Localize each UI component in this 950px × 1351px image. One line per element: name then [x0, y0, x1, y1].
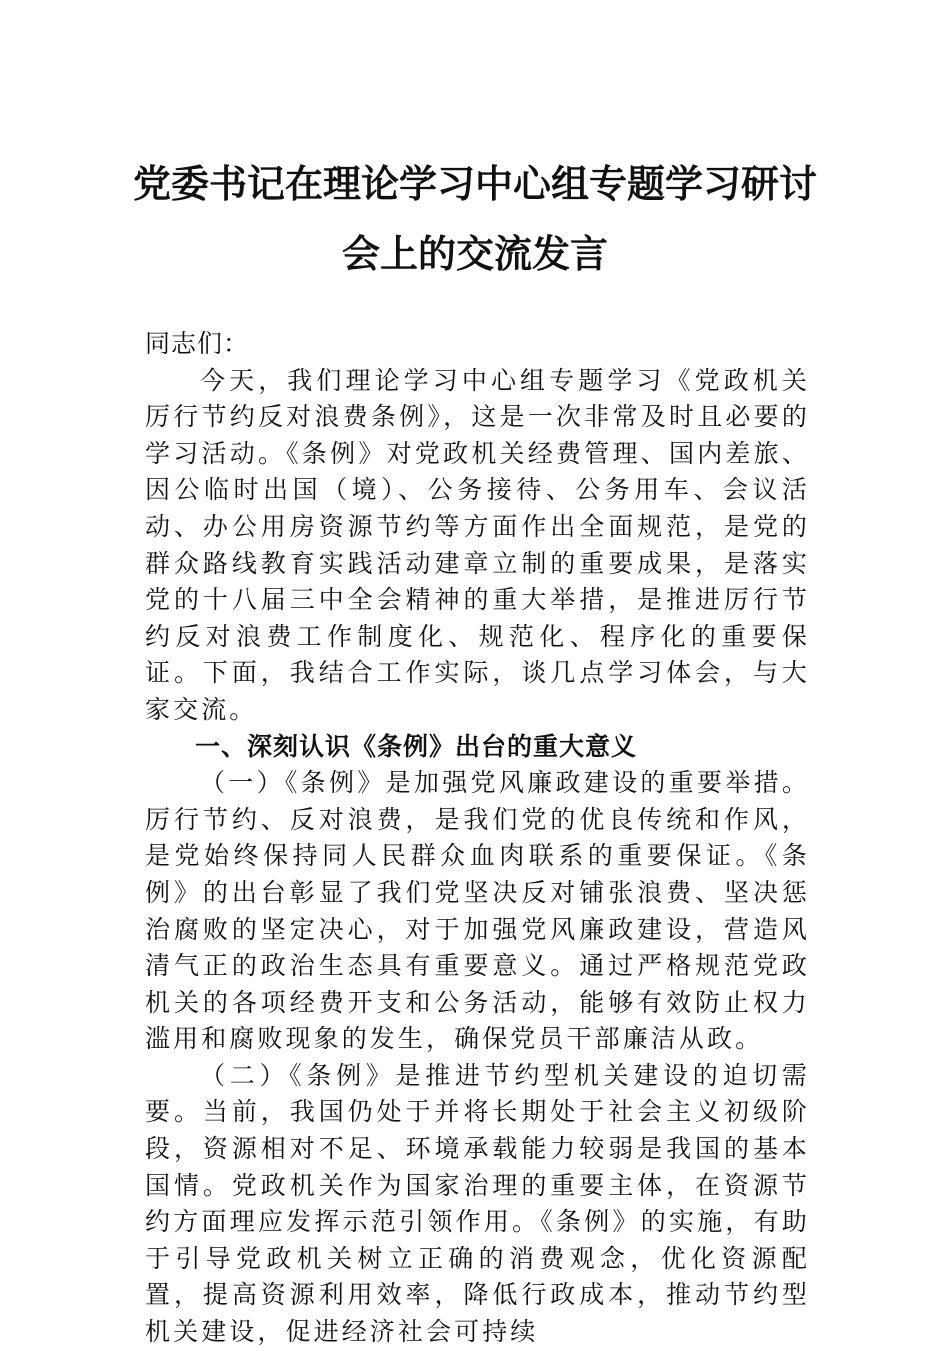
intro-paragraph: 今天，我们理论学习中心组专题学习《党政机关厉行节约反对浪费条例》，这是一次非常及时且必要的学习活动。《条例》对党政机关经费管理、国内差旅、因公临时出国（境）、公务接待、公务用车、会议活动、办公用房资源节约等方面作出全面规范，是党的群众路线教育实践活动建章立制的重要成果，是落实党的十八届三中全会精神的重大举措，是推进厉行节约反对浪费工作制度化、规范化、程序化的重要保证。下面，我结合工作实际，谈几点学习体会，与大家交流。 [145, 365, 810, 724]
document-title-line-1: 党委书记在理论学习中心组专题学习研讨 [132, 161, 817, 206]
paragraph-1: （一）《条例》是加强党风廉政建设的重要举措。厉行节约、反对浪费，是我们党的优良传统和作风，是党始终保持同人民群众血肉联系的重要保证。《条例》的出台彰显了我们党坚决反对铺张浪费、坚决惩治腐败的坚定决心，对于加强党风廉政建设，营造风清气正的政治生态具有重要意义。通过严格规范党政机关的各项经费开支和公务活动，能够有效防止权力滥用和腐败现象的发生，确保党员干部廉洁从政。 [145, 768, 810, 1054]
section-heading-1: 一、深刻认识《条例》出台的重大意义 [195, 732, 638, 761]
salutation: 同志们： [145, 329, 250, 358]
document-title-line-2: 会上的交流发言 [341, 231, 608, 276]
document-body [145, 326, 810, 1351]
paragraph-2: （二）《条例》是推进节约型机关建设的迫切需要。当前，我国仍处于并将长期处于社会主义初级阶段，资源相对不足、环境承载能力较弱是我国的基本国情。党政机关作为国家治理的重要主体，在资源节约方面理应发挥示范引领作用。《条例》的实施，有助于引导党政机关树立正确的消费观念，优化资源配置，提高资源利用效率，降低行政成本，推动节约型机关建设，促进经济社会可持续 [145, 1060, 810, 1347]
